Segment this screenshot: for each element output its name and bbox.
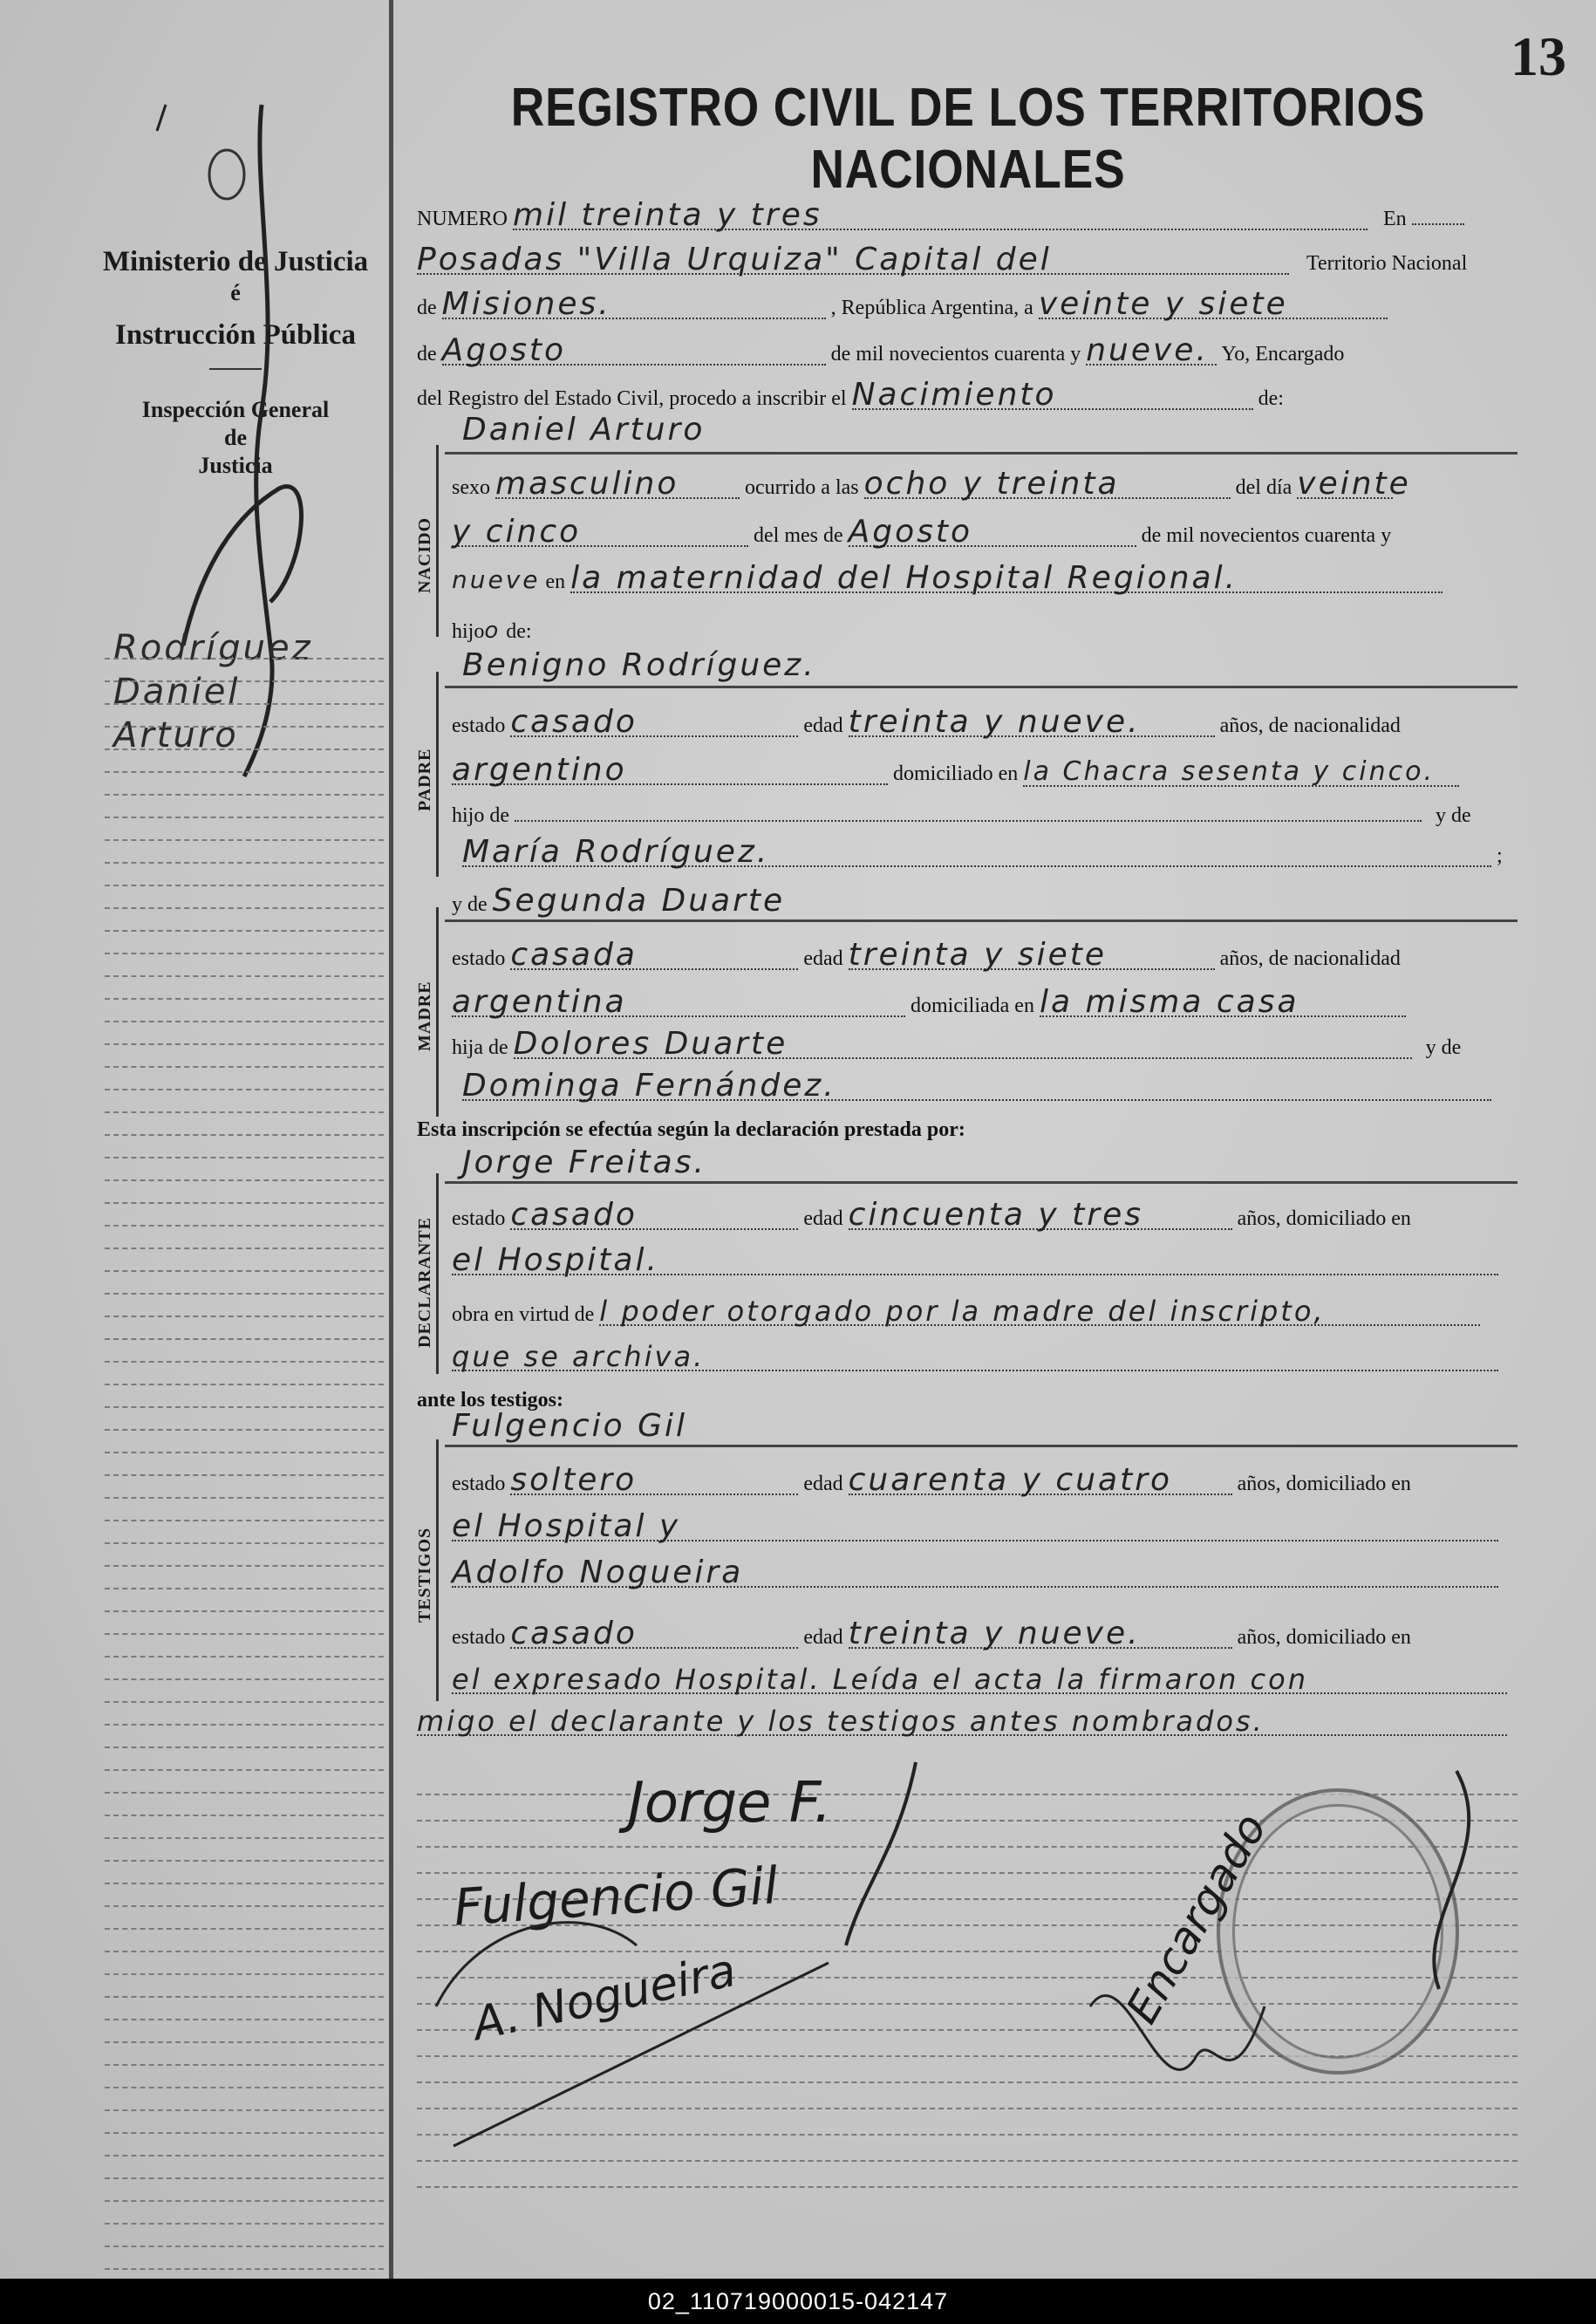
month-value: Agosto (442, 338, 826, 366)
testigo2-estado-label: estado (452, 1626, 506, 1649)
nacido-hijo-row (452, 618, 801, 645)
testigo2-edad-label: edad (803, 1626, 843, 1649)
ministry-sub2: de (224, 425, 247, 450)
testigo2-estado-row (452, 1616, 1518, 1651)
lugar-en-label: en (545, 571, 566, 593)
margin-ruled-line (105, 1794, 384, 1816)
madre-edad-label: edad (803, 947, 843, 970)
left-margin-panel (0, 0, 389, 2279)
testigo1-estado: soltero (510, 1467, 798, 1495)
padre-hijo-row (452, 803, 1518, 829)
testigo2-estado: casado (510, 1621, 798, 1649)
margin-ruled-line (105, 841, 384, 864)
padre-name-value: Benigno Rodríguez. (462, 647, 816, 683)
margin-ruled-line (105, 2202, 384, 2225)
declarante-name-value: Jorge Freitas. (462, 1145, 706, 1180)
padre-edad-value: treinta y nueve. (849, 709, 1215, 737)
form-row-registro (417, 377, 1518, 413)
declaracion-row (417, 1117, 1518, 1143)
ministry-line3: Instrucción Pública (115, 319, 356, 351)
obra-value: l poder otorgado por la madre del inscripto, (599, 1298, 1480, 1326)
madre-name-value: Segunda Duarte (492, 883, 786, 919)
margin-ruled-line (105, 1612, 384, 1635)
obra-label: obra en virtud de (452, 1303, 595, 1326)
declarante-estado-label: estado (452, 1207, 506, 1230)
margin-ruled-lines (105, 637, 384, 2270)
form-row-province (417, 286, 1518, 322)
margin-ruled-line (105, 818, 384, 841)
hora-value: ocho y treinta (864, 471, 1231, 499)
margin-ruled-line (105, 1249, 384, 1272)
padre-hijo-blank (515, 820, 1422, 822)
testigo1-estado-row (452, 1462, 1518, 1498)
margin-ruled-line (105, 1907, 384, 1930)
madre-dom-row (452, 984, 1518, 1020)
margin-ruled-line (105, 977, 384, 1000)
margin-ruled-line (105, 1726, 384, 1748)
margin-ruled-line (105, 1680, 384, 1703)
declarante-estado-row (452, 1197, 1518, 1233)
margin-ruled-line (105, 1476, 384, 1499)
nacido-lugar-row (452, 560, 1518, 596)
testigo1-edad-label: edad (803, 1473, 843, 1495)
margin-ruled-line (105, 1068, 384, 1090)
year-value: nueve. (1086, 338, 1217, 366)
margin-ruled-line (105, 1408, 384, 1431)
padre-bracket (436, 672, 439, 877)
obra-value-2: que se archiva. (452, 1343, 1498, 1371)
margin-ruled-line (105, 1952, 384, 1975)
numero-label: NUMERO (417, 208, 508, 230)
madre-hija-row (452, 1026, 1518, 1062)
testigo2-dom-label: años, domiciliado en (1237, 1626, 1411, 1649)
form-row-place (417, 242, 1518, 277)
madre-dom-label: domiciliada en (911, 995, 1034, 1017)
margin-ruled-line (105, 2020, 384, 2043)
mes-value: Agosto (849, 519, 1136, 547)
padre-dom-label: domiciliado en (893, 762, 1019, 785)
testigo1-dom-row (452, 1508, 1518, 1544)
margin-ruled-line (105, 750, 384, 773)
hijo-de-label: de: (506, 620, 532, 643)
de-colon: de: (1258, 387, 1284, 410)
declarante-bracket (436, 1173, 439, 1374)
margin-divider (389, 0, 393, 2279)
margin-ruled-line (105, 1272, 384, 1295)
margin-ruled-line (105, 1930, 384, 1952)
margin-ruled-line (105, 1113, 384, 1136)
act-value: Nacimiento (852, 382, 1253, 410)
padre-label: PADRE (415, 748, 434, 811)
de-label-2: de (417, 343, 437, 366)
padre-estado-row (452, 704, 1518, 740)
registro-label: del Registro del Estado Civil, procedo a inscribir el (417, 387, 847, 410)
lugar-value: la maternidad del Hospital Regional. (570, 565, 1443, 593)
padre-madre-value: María Rodríguez. (462, 839, 1491, 867)
closing-row-2 (417, 1705, 1518, 1738)
ministry-line2: é (230, 280, 241, 305)
margin-ruled-line (105, 1544, 384, 1567)
testigos-label: TESTIGOS (415, 1527, 434, 1623)
day-value: veinte y siete (1039, 291, 1388, 319)
signature-strokes (410, 1745, 1544, 2198)
madre-nac-value: argentina (452, 989, 905, 1017)
margin-ruled-line (105, 1022, 384, 1045)
margin-ruled-line (105, 1227, 384, 1249)
margin-ruled-line (105, 1045, 384, 1068)
madre-edad-value: treinta y siete (849, 942, 1215, 970)
testigo2-edad: treinta y nueve. (849, 1621, 1232, 1649)
margin-ruled-line (105, 1453, 384, 1476)
testigos-bracket (436, 1439, 439, 1701)
document-title: REGISTRO CIVIL DE LOS TERRITORIOS NACIONALES (510, 78, 1426, 200)
padre-nac-label: años, de nacionalidad (1219, 714, 1401, 737)
province-value: Misiones. (442, 291, 826, 319)
margin-ruled-line (105, 932, 384, 954)
margin-ruled-line (105, 1295, 384, 1317)
declarante-edad-label: edad (803, 1207, 843, 1230)
margin-note-line2: Daniel (113, 672, 241, 712)
madre-nac-label: años, de nacionalidad (1219, 947, 1401, 970)
madre-y-de-2: y de (1425, 1036, 1462, 1059)
margin-ruled-line (105, 954, 384, 977)
madre-madre-row (462, 1068, 1518, 1104)
margin-ruled-line (105, 1658, 384, 1680)
margin-ruled-line (105, 1703, 384, 1726)
testigo1-name: Fulgencio Gil (452, 1408, 688, 1444)
madre-padre-value: Dolores Duarte (514, 1031, 1412, 1059)
margin-ruled-line (105, 1090, 384, 1113)
declarante-dom-row (452, 1242, 1518, 1278)
margin-ruled-line (105, 2043, 384, 2066)
dia-value-2: y cinco (452, 519, 748, 547)
margin-ruled-line (105, 2088, 384, 2111)
sexo-label: sexo (452, 476, 490, 499)
margin-ruled-line (105, 2247, 384, 2270)
margin-ruled-line (105, 864, 384, 886)
padre-estado-label: estado (452, 714, 506, 737)
declarante-name-row (462, 1145, 1518, 1180)
hijo-label: hijo (452, 620, 485, 643)
padre-nac-value: argentino (452, 757, 888, 785)
testigo1-estado-label: estado (452, 1473, 506, 1495)
padre-madre-row (462, 834, 1518, 870)
de-label: de (417, 297, 437, 319)
declarante-obra-row (452, 1295, 1518, 1328)
declaracion-label: Esta inscripción se efectúa según la declaración prestada por: (417, 1118, 965, 1141)
testigo1-dom-label: años, domiciliado en (1237, 1473, 1411, 1495)
madre-bracket (436, 907, 439, 1117)
margin-ruled-line (105, 1385, 384, 1408)
anio-value: nueve (452, 565, 541, 594)
mes-label: del mes de (754, 524, 843, 547)
declarante-obra-row-2 (452, 1340, 1518, 1373)
hijo-o: o (484, 618, 501, 644)
margin-ruled-line (105, 2111, 384, 2134)
margin-ruled-line (105, 1499, 384, 1521)
madre-madre-value: Dominga Fernández. (462, 1073, 1491, 1101)
margin-ruled-line (105, 1862, 384, 1884)
margin-ruled-line (105, 1975, 384, 1998)
nacido-mes-row (452, 514, 1518, 550)
place-value: Posadas "Villa Urquiza" Capital del (417, 247, 1289, 275)
madre-label: MADRE (415, 981, 434, 1051)
margin-ruled-line (105, 1998, 384, 2020)
ministry-sub3: Justicia (198, 453, 273, 478)
margin-ruled-line (105, 909, 384, 932)
declarante-dom-value: el Hospital. (452, 1247, 1498, 1275)
madre-estado-label: estado (452, 947, 506, 970)
margin-ruled-line (105, 705, 384, 728)
padre-estado-value: casado (510, 709, 798, 737)
closing-row-1 (452, 1663, 1518, 1696)
declarante-dom-label: años, domiciliado en (1237, 1207, 1411, 1230)
margin-ruled-line (105, 1340, 384, 1363)
closing-line-2: migo el declarante y los testigos antes nombrados. (417, 1708, 1507, 1736)
signature-testigo1: Fulgencio Gil (452, 1856, 781, 1938)
madre-y-de: y de (452, 893, 488, 916)
testigo2-name: Adolfo Nogueira (452, 1560, 1498, 1588)
madre-estado-row (452, 937, 1518, 973)
margin-ruled-line (105, 1816, 384, 1839)
margin-ruled-line (105, 2225, 384, 2247)
margin-note-line3: Arturo (113, 715, 239, 755)
testigo1-edad: cuarenta y cuatro (849, 1467, 1232, 1495)
scan-id-footer: 02_110719000015-042147 (0, 2279, 1596, 2324)
declarante-label: DECLARANTE (415, 1216, 434, 1348)
padre-name-row (462, 647, 1518, 683)
padre-name-line (445, 686, 1518, 688)
margin-ruled-line (105, 796, 384, 818)
form-row-numero (417, 197, 1518, 233)
dia-label: del día (1235, 476, 1292, 499)
year-label: de mil novecientos cuarenta y (830, 343, 1081, 366)
margin-ruled-line (105, 1431, 384, 1453)
ministry-line1: Ministerio de Justicia (102, 246, 369, 277)
margin-ruled-line (105, 1884, 384, 1907)
page-number: 13 (1511, 25, 1566, 87)
padre-edad-label: edad (803, 714, 843, 737)
nacido-label: NACIDO (415, 516, 434, 593)
nacido-name-row (462, 412, 1518, 448)
nacido-bracket (436, 445, 439, 637)
form-row-month (417, 332, 1518, 368)
padre-y-de: y de (1436, 804, 1471, 827)
margin-ruled-line (105, 2179, 384, 2202)
padre-dom-value: la Chacra sesenta y cinco. (1023, 759, 1459, 787)
madre-dom-value: la misma casa (1040, 989, 1406, 1017)
nacido-sexo-row (452, 466, 1518, 502)
padre-dom-row (452, 752, 1518, 788)
sexo-value: masculino (495, 471, 740, 499)
signature-testigo2: A. Nogueira (468, 1944, 740, 2052)
testigo1-name-row (452, 1408, 1518, 1444)
margin-ruled-line (105, 1136, 384, 1159)
testigo1-dom: el Hospital y (452, 1514, 1498, 1541)
en-blank (1412, 223, 1464, 225)
margin-ruled-line (105, 1521, 384, 1544)
margin-ruled-line (105, 1159, 384, 1181)
ocurrido-label: ocurrido a las (745, 476, 859, 499)
margin-ruled-line (105, 637, 384, 660)
madre-name-row (452, 883, 1518, 919)
padre-hijo-label: hijo de (452, 804, 509, 827)
numero-value: mil treinta y tres (513, 202, 1368, 230)
madre-hija-label: hija de (452, 1036, 508, 1059)
margin-ruled-line (105, 1839, 384, 1862)
dia-value: veinte (1297, 466, 1411, 502)
testigos-intro-label: ante los testigos: (417, 1389, 563, 1411)
closing-line-1: el expresado Hospital. Leída el acta la firmaron con (452, 1666, 1507, 1694)
margin-ruled-line (105, 773, 384, 796)
signature-encargado: Encargado (1116, 1805, 1277, 2032)
margin-ruled-line (105, 2157, 384, 2179)
padre-semicolon: ; (1497, 844, 1503, 867)
margin-ruled-line (105, 1000, 384, 1022)
margin-ruled-line (105, 1363, 384, 1385)
margin-ruled-line (105, 886, 384, 909)
margin-ruled-line (105, 1204, 384, 1227)
ministry-sub1: Inspección General (141, 397, 330, 422)
margin-ruled-line (105, 682, 384, 705)
testigo2-name-row (452, 1555, 1518, 1590)
margin-ruled-line (105, 1589, 384, 1612)
margin-ruled-line (105, 1181, 384, 1204)
testigo1-name-line (445, 1445, 1518, 1447)
declarante-estado-value: casado (510, 1202, 798, 1230)
margin-ruled-line (105, 1635, 384, 1658)
margin-note-line1: Rodríguez (113, 628, 313, 668)
republica-label: , República Argentina, a (830, 297, 1033, 319)
nacido-name-value: Daniel Arturo (462, 412, 706, 448)
en-label: En (1383, 208, 1407, 230)
madre-name-line (445, 919, 1518, 922)
margin-ruled-line (105, 1771, 384, 1794)
margin-ruled-line (105, 660, 384, 682)
territorio-label: Territorio Nacional (1306, 252, 1468, 275)
madre-estado-value: casada (510, 942, 798, 970)
margin-ruled-line (105, 1748, 384, 1771)
anio-label: de mil novecientos cuarenta y (1141, 524, 1392, 547)
signature-declarante: Jorge F. (628, 1771, 832, 1835)
margin-ruled-line (105, 2066, 384, 2088)
margin-ruled-line (105, 2134, 384, 2157)
margin-ruled-line (105, 1317, 384, 1340)
nacido-name-line (445, 452, 1518, 455)
margin-ruled-line (105, 728, 384, 750)
yo-label: Yo, Encargado (1221, 343, 1345, 366)
declarante-edad-value: cincuenta y tres (849, 1202, 1232, 1230)
declarante-name-line (445, 1181, 1518, 1184)
margin-ruled-line (105, 1567, 384, 1589)
